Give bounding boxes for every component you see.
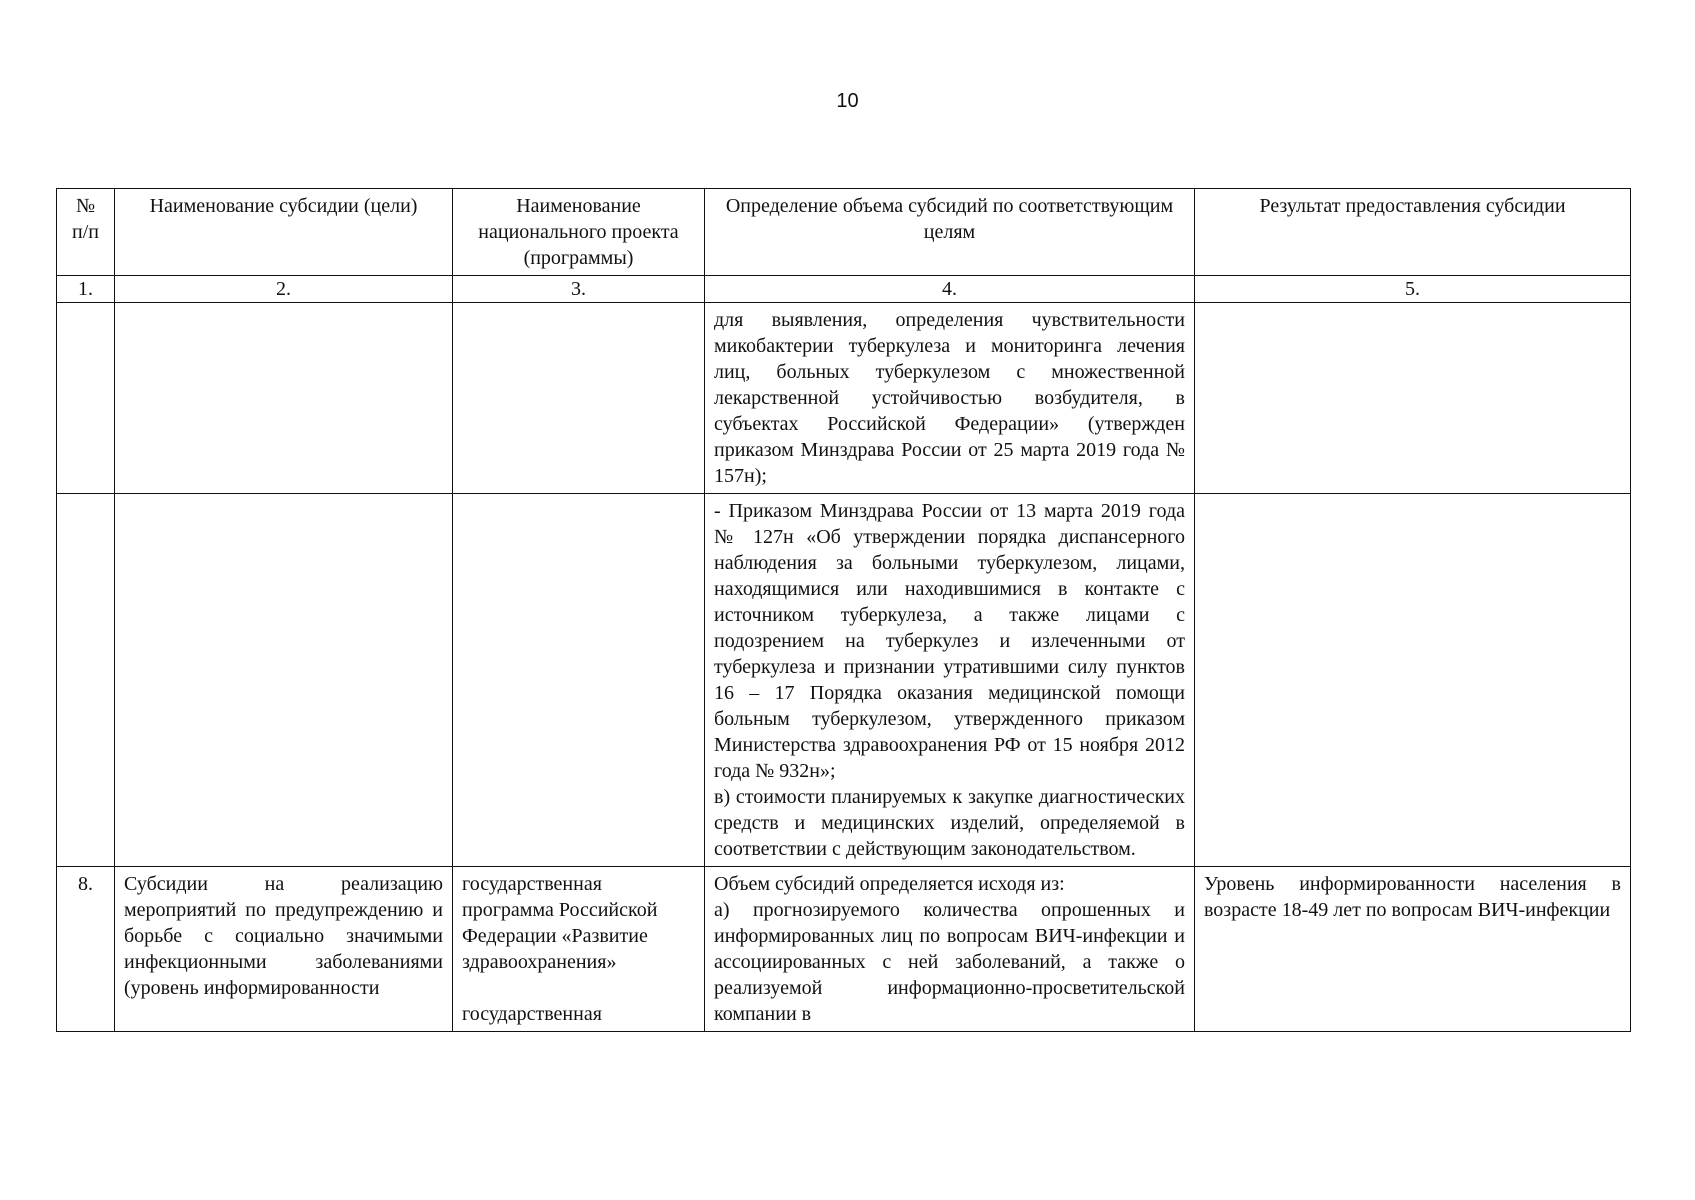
subsidy-table [56, 188, 1631, 1032]
volume-definition-cell [705, 867, 1195, 1032]
column-number-4: 4. [705, 276, 1195, 303]
column-number-3: 3. [453, 276, 705, 303]
table-row [57, 494, 1631, 867]
column-number-1: 1. [57, 276, 115, 303]
column-number-row [57, 276, 1631, 303]
table-header-row [57, 189, 1631, 276]
national-project-cell [453, 867, 705, 1032]
subsidy-name-cell [115, 303, 453, 494]
national-project-cell [453, 494, 705, 867]
table-row [57, 303, 1631, 494]
header-number: № п/п [57, 189, 115, 276]
volume-paragraph: - Приказом Минздрава России от 13 марта 2019 года № 127н «Об утверждении порядка диспансерного наблюдения за больными туберкулезом, лицами, находящимися или находившимися в контакте с источником туберкулеза, а также лицами с подозрением на туберкулез и излеченными от туберкулеза и признании утратившими силу пунктов 16 – 17 Порядка оказания медицинской помощи больным туберкулезом, утвержденного приказом Министерства здравоохранения РФ от 15 ноября 2012 года № 932н»; [714, 500, 1185, 782]
subsidy-name-cell [115, 494, 453, 867]
volume-intro: Объем субсидий определяется исходя из: [714, 873, 1065, 895]
national-project-cell [453, 303, 705, 494]
result-cell: Уровень информированности населения в возрасте 18-49 лет по вопросам ВИЧ-инфекции [1195, 867, 1631, 1032]
column-number-2: 2. [115, 276, 453, 303]
volume-paragraph: в) стоимости планируемых к закупке диагностических средств и медицинских изделий, определяемой в соответствии с действующим законодательством. [714, 786, 1185, 860]
spacer [462, 975, 695, 1001]
row-number-cell [57, 494, 115, 867]
table-row [57, 867, 1631, 1032]
header-volume-definition: Определение объема субсидий по соответствующим целям [705, 189, 1195, 276]
row-number-cell [57, 303, 115, 494]
volume-definition-cell [705, 494, 1195, 867]
volume-paragraph: а) прогнозируемого количества опрошенных и информированных лиц по вопросам ВИЧ-инфекции и ассоциированных с ней заболеваний, а также о реализуемой информационно-просветительской компании в [714, 899, 1185, 1025]
header-result: Результат предоставления субсидии [1195, 189, 1631, 276]
page-number: 10 [836, 90, 859, 112]
volume-definition-cell: для выявления, определения чувствительности микобактерии туберкулеза и мониторинга лечения лиц, больных туберкулезом с множественной лекарственной устойчивостью возбудителя, в субъектах Российской Федерации» (утвержден приказом Минздрава России от 25 марта 2019 года № 157н); [705, 303, 1195, 494]
national-project-text: государственная [462, 1003, 602, 1025]
column-number-5: 5. [1195, 276, 1631, 303]
subsidy-name-cell: Субсидии на реализацию мероприятий по предупреждению и борьбе с социально значимыми инфекционными заболеваниями (уровень информированности [115, 867, 453, 1032]
result-cell [1195, 494, 1631, 867]
result-cell [1195, 303, 1631, 494]
national-project-text: государственная программа Российской Федерации «Развитие здравоохранения» [462, 873, 658, 973]
header-subsidy-name: Наименование субсидии (цели) [115, 189, 453, 276]
row-number-cell: 8. [57, 867, 115, 1032]
header-national-project: Наименование национального проекта (программы) [453, 189, 705, 276]
